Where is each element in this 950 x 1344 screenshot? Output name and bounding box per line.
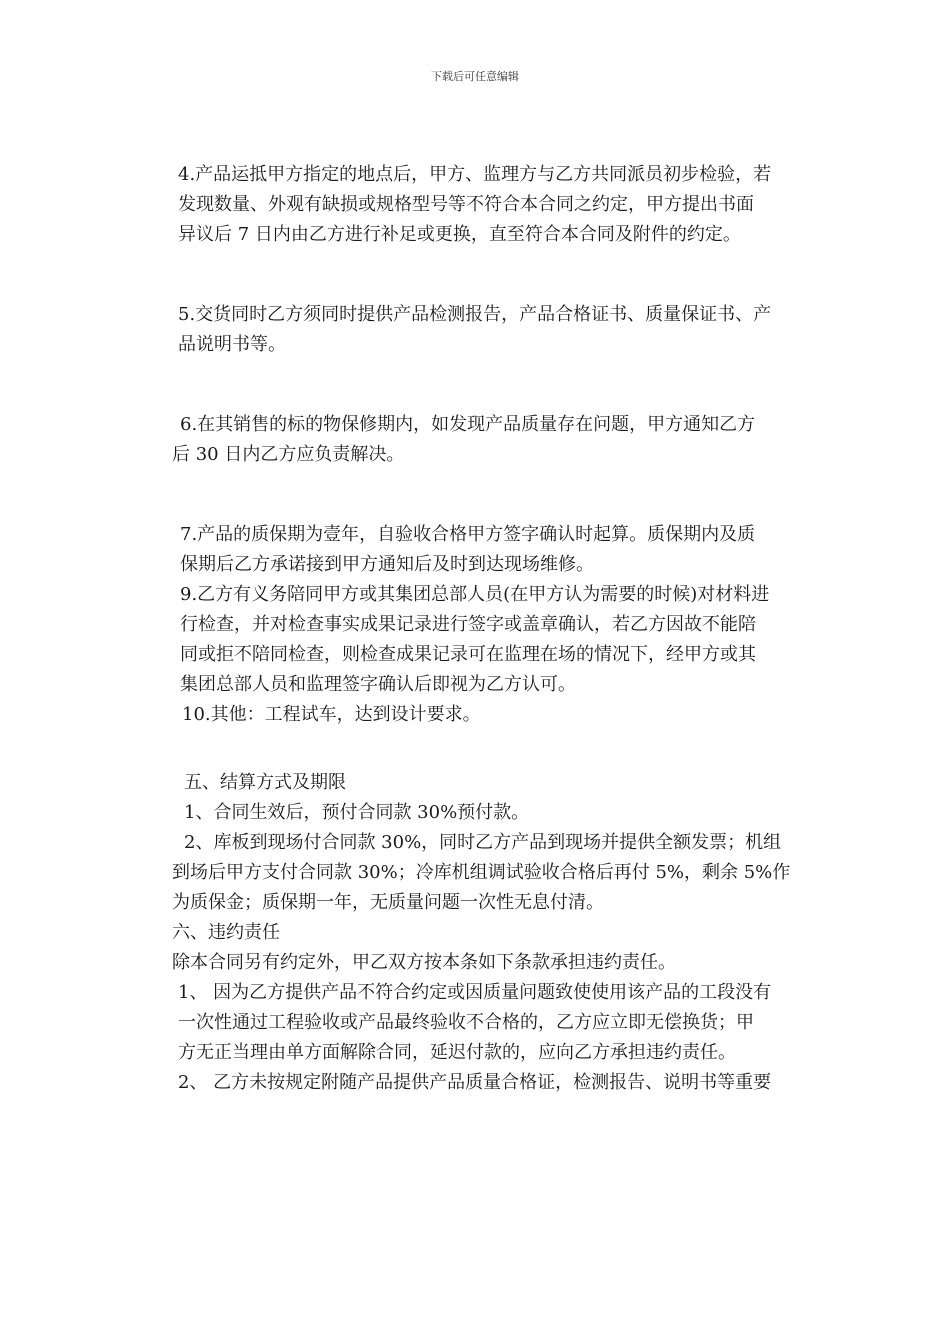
text-line: 2、 乙方未按规定附随产品提供产品质量合格证，检测报告、说明书等重要 [178,1072,772,1093]
clause-7-9-10 [170,520,810,730]
text-line: 10.其他：工程试车，达到设计要求。 [182,704,481,725]
text-line: 保期后乙方承诺接到甲方通知后及时到达现场维修。 [180,554,594,575]
text-line: 2、库板到现场付合同款 30%，同时乙方产品到现场并提供全额发票；机组 [184,832,782,853]
text-line: 1、 因为乙方提供产品不符合约定或因质量问题致使使用该产品的工段没有 [178,982,772,1003]
text-line: 同或拒不陪同检查，则检查成果记录可在监理在场的情况下，经甲方或其 [180,644,756,665]
text-line: 5.交货同时乙方须同时提供产品检测报告，产品合格证书、质量保证书、产 [178,304,772,325]
text-line: 集团总部人员和监理签字确认后即视为乙方认可。 [180,674,576,695]
section-heading-settlement: 五、结算方式及期限 [184,772,346,793]
text-line: 为质保金；质保期一年，无质量问题一次性无息付清。 [172,892,604,913]
text-line: 1、合同生效后，预付合同款 30%预付款。 [184,802,530,823]
clause-5 [170,300,810,360]
text-line: 7.产品的质保期为壹年，自验收合格甲方签字确认时起算。质保期内及质 [180,524,756,545]
clause-4 [170,160,810,250]
settlement-and-liability [170,768,810,1098]
text-line: 4.产品运抵甲方指定的地点后，甲方、监理方与乙方共同派员初步检验，若 [178,164,772,185]
text-line: 到场后甲方支付合同款 30%；冷库机组调试验收合格后再付 5%，剩余 5%作 [172,862,791,883]
text-line: 发现数量、外观有缺损或规格型号等不符合本合同之约定，甲方提出书面 [178,194,754,215]
text-line: 6.在其销售的标的物保修期内，如发现产品质量存在问题，甲方通知乙方 [180,414,756,435]
document-body [170,160,810,1098]
text-line: 一次性通过工程验收或产品最终验收不合格的，乙方应立即无偿换货；甲 [178,1012,754,1033]
clause-6 [170,410,810,470]
text-line: 方无正当理由单方面解除合同，延迟付款的，应向乙方承担违约责任。 [178,1042,736,1063]
text-line: 除本合同另有约定外，甲乙双方按本条如下条款承担违约责任。 [172,952,676,973]
text-line: 后 30 日内乙方应负责解决。 [172,444,405,465]
text-line: 9.乙方有义务陪同甲方或其集团总部人员(在甲方认为需要的时候)对材料进 [180,584,770,605]
page-header: 下载后可任意编辑 [431,70,519,83]
text-line: 行检查，并对检查事实成果记录进行签字或盖章确认，若乙方因故不能陪 [180,614,756,635]
section-heading-liability: 六、违约责任 [172,922,280,943]
text-line: 品说明书等。 [178,334,286,355]
text-line: 异议后 7 日内由乙方进行补足或更换，直至符合本合同及附件的约定。 [178,224,741,245]
